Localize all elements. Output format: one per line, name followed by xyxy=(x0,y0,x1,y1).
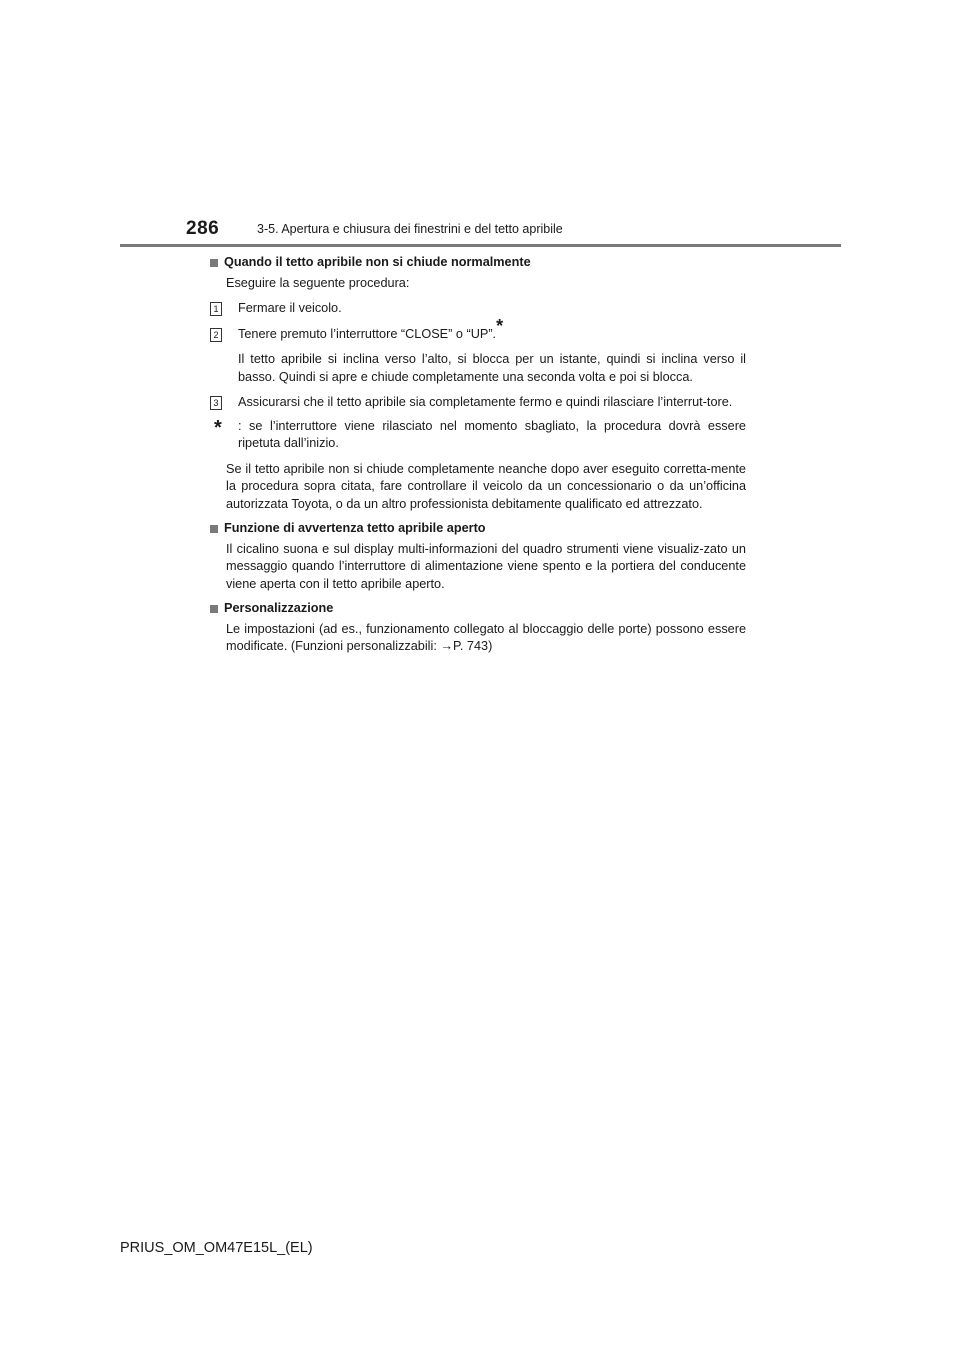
content xyxy=(210,254,746,656)
step-text: Assicurarsi che il tetto apribile sia completamente fermo e quindi rilasciare l’interrut-tore. xyxy=(238,395,733,409)
header-divider xyxy=(120,244,841,247)
section-heading xyxy=(210,600,746,618)
intro-text: Eseguire la seguente procedura: xyxy=(226,275,410,290)
square-bullet-icon xyxy=(210,259,218,267)
outro-text: Se il tetto apribile non si chiude completamente neanche dopo aver eseguito corretta-mente la procedura sopra citata, fare controllare il veicolo da un concessionario o da un’officina autorizzata Toyota, o da un altro professionista debitamente qualificato ed attrezzato. xyxy=(226,461,746,511)
step-3 xyxy=(210,394,746,412)
section-title: 3-5. Apertura e chiusura dei finestrini e del tetto apribile xyxy=(257,222,563,236)
step-text-content: Tenere premuto l’interruttore “CLOSE” o “UP”. xyxy=(238,326,497,341)
section-heading xyxy=(210,254,746,272)
heading-text: Personalizzazione xyxy=(224,601,334,615)
asterisk-icon: * xyxy=(214,416,222,439)
step-1 xyxy=(210,300,746,318)
section-heading xyxy=(210,520,746,538)
step-2-note: Il tetto apribile si inclina verso l’alto, si blocca per un istante, quindi si inclina verso il basso. Quindi si apre e chiude completamente una seconda volta e poi si blocca. xyxy=(238,352,746,384)
section-text: Il cicalino suona e sul display multi-informazioni del quadro strumenti viene visualiz-zato un messaggio quando l’interruttore di alimentazione viene spento e la portiera del conducente viene aperta con il tetto apribile aperto. xyxy=(226,541,746,591)
step-text xyxy=(238,315,746,344)
square-bullet-icon xyxy=(210,525,218,533)
footnote-text: : se l’interruttore viene rilasciato nel momento sbagliato, la procedura dovrà essere ripetuta dall’inizio. xyxy=(238,418,746,450)
footer-doc-code: PRIUS_OM_OM47E15L_(EL) xyxy=(120,1240,313,1256)
page-number: 286 xyxy=(186,218,220,239)
footnote xyxy=(210,418,746,453)
square-bullet-icon xyxy=(210,605,218,613)
heading-text: Funzione di avvertenza tetto apribile aperto xyxy=(224,521,486,535)
asterisk-mark: * xyxy=(496,315,504,336)
step-number-badge: 2 xyxy=(210,328,222,342)
step-number-badge: 1 xyxy=(210,302,222,316)
heading-text: Quando il tetto apribile non si chiude normalmente xyxy=(224,255,531,269)
step-2 xyxy=(210,315,746,344)
step-number-badge: 3 xyxy=(210,396,222,410)
section-text: Le impostazioni (ad es., funzionamento collegato al bloccaggio delle porte) possono essere modificate. (Funzioni personalizzabili: →P. 743) xyxy=(226,621,746,653)
step-text: Fermare il veicolo. xyxy=(238,301,342,315)
footnote-mark xyxy=(214,418,238,453)
